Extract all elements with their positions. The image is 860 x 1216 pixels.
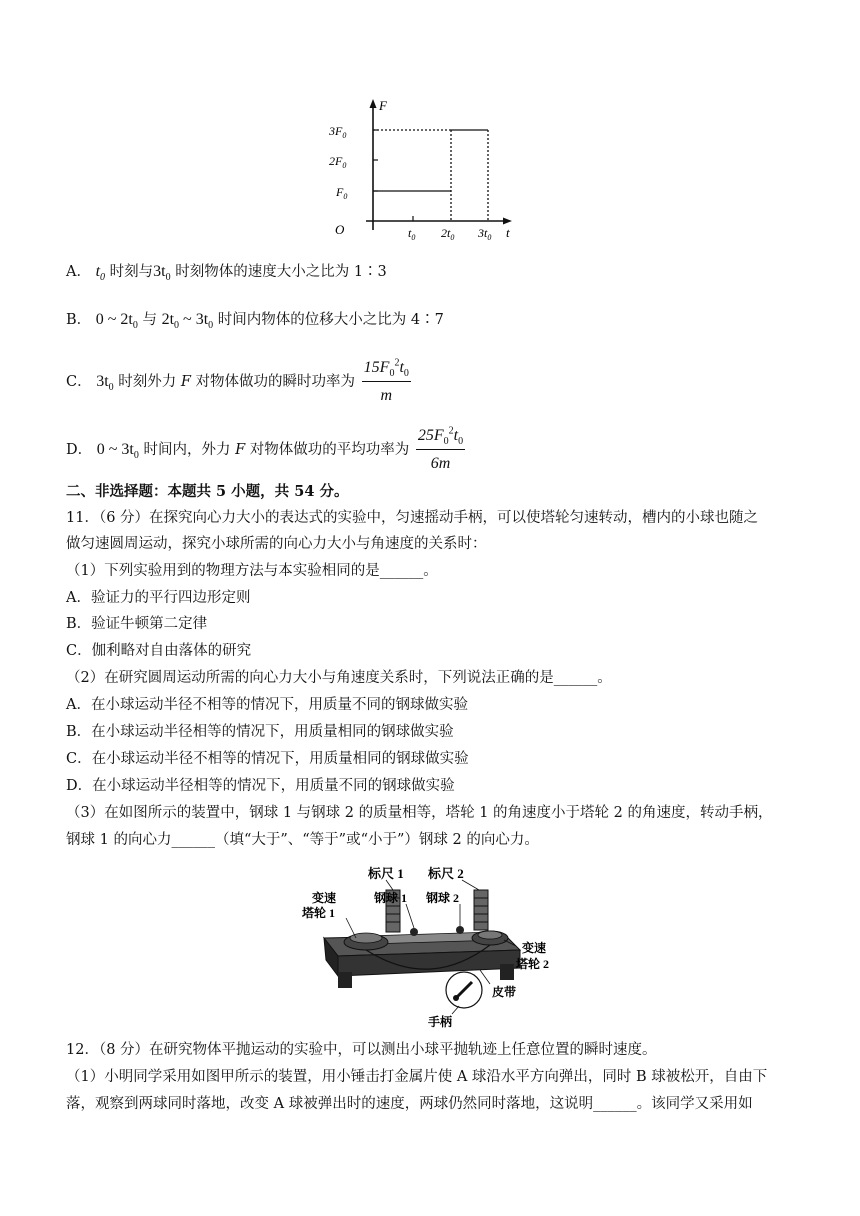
wheel-1-label-bottom: 塔轮 1 xyxy=(302,906,336,920)
centripetal-apparatus-figure xyxy=(294,860,574,1032)
option-a: A． $t_0$ 时刻与$3t_0$ 时刻物体的速度大小之比为 1∶3 xyxy=(66,263,387,284)
q11-part1-option-a: A．验证力的平行四边形定则 xyxy=(66,590,251,606)
y-axis-label: F xyxy=(379,98,387,113)
y-tick-3f0: $3F_0$ xyxy=(329,124,347,140)
power-fraction-d: $\frac{25F_0^2t_0}{6m}$ xyxy=(417,425,464,472)
wheel-1-label-top: 变速 xyxy=(312,891,337,905)
y-tick-f0: $F_0$ xyxy=(336,185,348,201)
steel-ball-1 xyxy=(410,928,418,936)
ruler-2-column xyxy=(474,890,488,930)
wheel-2-label-top: 变速 xyxy=(522,941,547,955)
q11-part2: （2）在研究圆周运动所需的向心力大小与角速度关系时，下列说法正确的是______。 xyxy=(66,670,612,686)
q11-part2-option-c: C．在小球运动半径不相等的情况下，用质量相同的钢球做实验 xyxy=(66,751,469,767)
q12-line-3: 落，观察到两球同时落地，改变 A 球被弹出时的速度，两球仍然同时落地，这说明______。该同学又采用如 xyxy=(66,1096,753,1112)
wheel-2-label-bottom: 塔轮 2 xyxy=(516,957,550,971)
option-c: C． $3t_0$ 时刻外力 F 对物体做功的瞬时功率为 $\frac{15F_0^2t_0}{m}$ xyxy=(66,356,411,408)
ruler-2-label: 标尺 2 xyxy=(428,866,464,881)
steel-ball-2 xyxy=(456,926,464,934)
q11-part3-line-1: （3）在如图所示的装置中，钢球 1 与钢球 2 的质量相等，塔轮 1 的角速度小于塔轮 2 的角速度，转动手柄， xyxy=(66,805,773,821)
handle-label: 手柄 xyxy=(428,1015,453,1029)
q11-line-1: 11．（6 分）在探究向心力大小的表达式的实验中，匀速摇动手柄，可以使塔轮匀速转动，槽内的小球也随之 xyxy=(66,510,759,526)
x-tick-2t0: $2t_0$ xyxy=(441,226,455,241)
section-heading: 二、非选择题：本题共 5 小题，共 54 分。 xyxy=(66,483,349,500)
q11-part1: （1）下列实验用到的物理方法与本实验相同的是______。 xyxy=(66,563,438,579)
x-axis-arrow xyxy=(503,218,512,225)
q11-part1-option-b: B．验证牛顿第二定律 xyxy=(66,616,208,632)
belt-label: 皮带 xyxy=(492,985,517,999)
q11-part2-option-d: D．在小球运动半径相等的情况下，用质量不同的钢球做实验 xyxy=(66,778,455,794)
ruler-1-label: 标尺 1 xyxy=(368,866,404,881)
y-tick-2f0: $2F_0$ xyxy=(329,154,347,170)
ball-2-label: 钢球 2 xyxy=(426,891,460,905)
q11-part2-option-b: B．在小球运动半径相等的情况下，用质量相同的钢球做实验 xyxy=(66,724,454,740)
option-d: D． 0 ~ $3t_0$ 时间内，外力 F 对物体做功的平均功率为 $\frac{25F_0^2t_0}{6m}$ xyxy=(66,424,465,476)
q11-part2-option-a: A．在小球运动半径不相等的情况下，用质量不同的钢球做实验 xyxy=(66,697,468,713)
force-time-graph xyxy=(326,96,516,241)
q12-line-2: （1）小明同学采用如图甲所示的装置，用小锤击打金属片使 A 球沿水平方向弹出，同时 B 球被松开，自由下 xyxy=(66,1069,768,1085)
x-tick-3t0: $3t_0$ xyxy=(478,226,492,241)
origin-label: O xyxy=(335,222,345,237)
q12-line-1: 12．（8 分）在研究物体平抛运动的实验中，可以测出小球平抛轨迹上任意位置的瞬时速度。 xyxy=(66,1042,657,1058)
power-fraction-c: $\frac{15F_0^2t_0}{m}$ xyxy=(363,357,409,404)
x-tick-t0: $t_0$ xyxy=(408,226,416,241)
y-axis-arrow xyxy=(370,99,377,108)
option-b: B． 0 ~ $2t_0$ 与 $2t_0$ ~ $3t_0$ 时间内物体的位移大小之比为 4∶7 xyxy=(66,311,444,332)
q11-part3-line-2: 钢球 1 的向心力______（填“大于”、“等于”或“小于”）钢球 2 的向心力。 xyxy=(66,832,539,848)
x-axis-label: t xyxy=(506,225,510,240)
ball-1-label: 钢球 1 xyxy=(374,891,408,905)
q11-part1-option-c: C．伽利略对自由落体的研究 xyxy=(66,643,252,659)
q11-line-2: 做匀速圆周运动，探究小球所需的向心力大小与角速度的关系时： xyxy=(66,536,487,552)
